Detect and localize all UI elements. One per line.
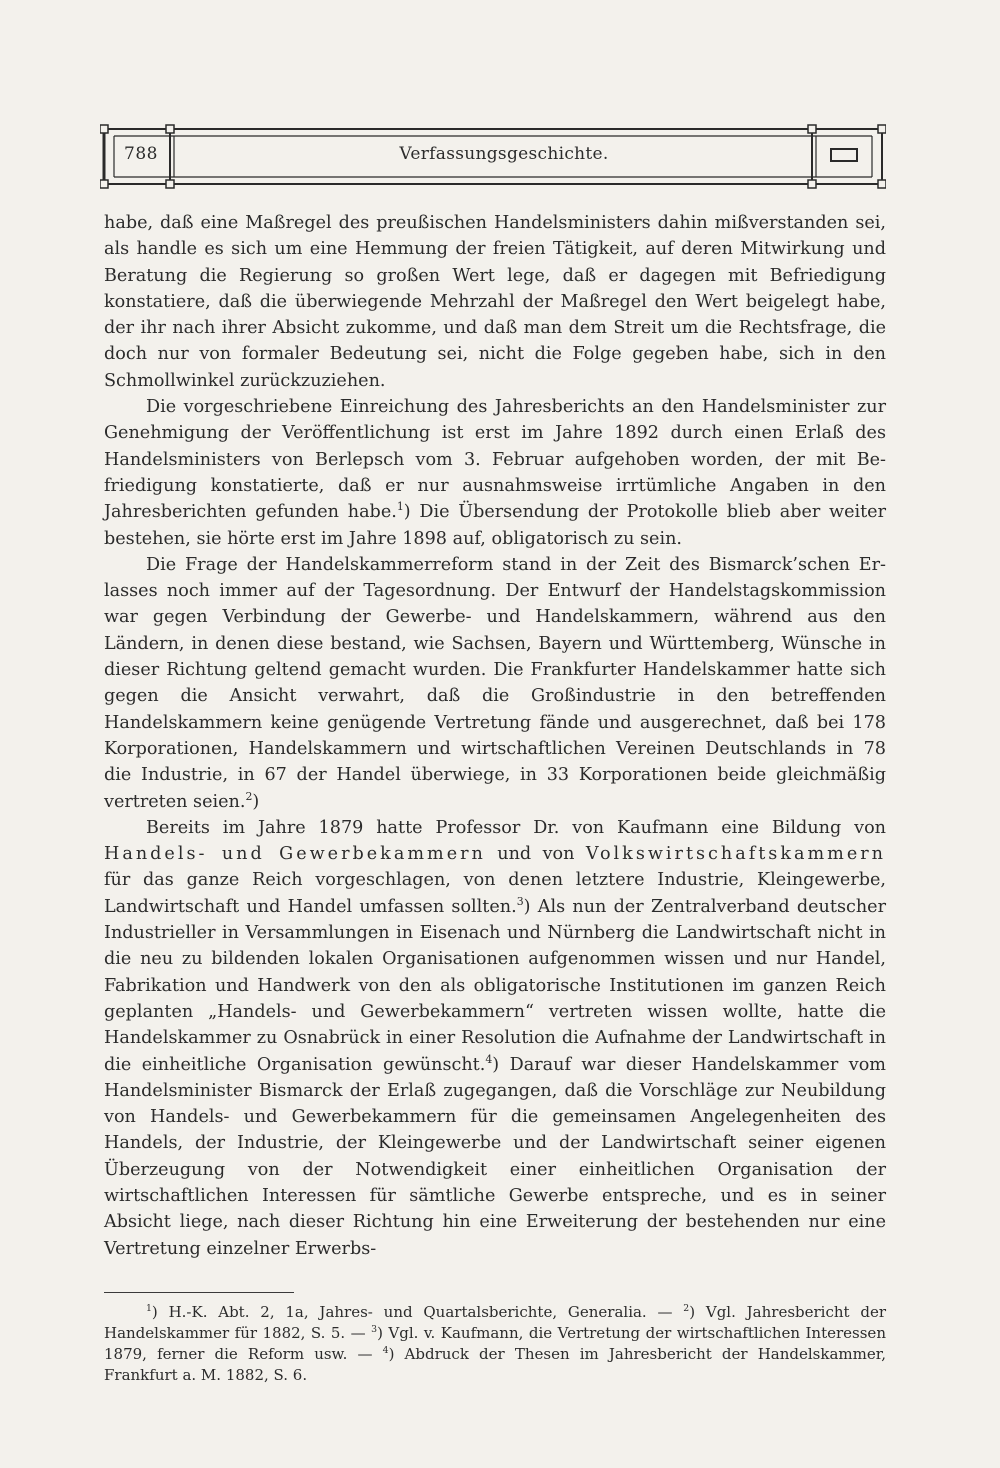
spaced-term-handels-gewerbekammern: Handels- und Gewerbekammern bbox=[104, 844, 486, 865]
paragraph-4-text-b: und von bbox=[497, 844, 575, 865]
footnote-1: ) H.-K. Abt. 2, 1a, Jahres- und Quartalsberichte, Generalia. — bbox=[151, 1303, 684, 1321]
footnote-divider bbox=[104, 1292, 294, 1293]
footnote-3: ) Vgl. v. Kaufmann, die Vertretung der wirtschaftlichen Interessen 1879, ferner die Reform usw. — bbox=[104, 1324, 886, 1363]
page-number: 788 bbox=[124, 144, 158, 164]
paragraph-3 bbox=[104, 552, 886, 815]
paragraph-2-text-b: ) Die Übersendung der Protokolle blieb aber weiter bestehen, sie hörte erst im Jahre 1898 auf, obligatorisch zu sein. bbox=[104, 502, 886, 549]
running-title: Verfassungsgeschichte. bbox=[399, 144, 609, 164]
footnote-ref-3: 3 bbox=[516, 894, 524, 908]
paragraph-4-text-c: für das ganze Reich vorgeschlagen, von denen letztere Industrie, Kleingewerbe, Landwirtschaft und Handel umfassen sollten. bbox=[104, 870, 886, 917]
footnote-4: ) Abdruck der Thesen im Jahresbericht der Handelskammer, Frankfurt a. M. 1882, S. 6. bbox=[104, 1345, 887, 1384]
footnote-ref-4: 4 bbox=[485, 1052, 493, 1066]
footnote-marker-1: 1 bbox=[146, 1303, 152, 1314]
page-header bbox=[100, 124, 886, 190]
footnote-block bbox=[104, 1302, 886, 1386]
paragraph-4-text-e: ) Darauf war dieser Handelskammer vom Handelsminister Bismarck der Erlaß zugegangen, daß die Vorschläge zur Neubildung von Handels- und Gewerbekammern für die gemeinsamen Angelegenheiten des Handels, der Industrie, der Kleingewerbe und der Landwirtschaft seiner eigenen Überzeugung von der Notwendigkeit einer einheitlichen Organisation der wirtschaftlichen Interessen für sämtliche Gewerbe entspreche, und es in seiner Absicht liege, nach dieser Richtung hin eine Erweiterung der bestehenden nur eine Vertretung einzelner Erwerbs- bbox=[104, 1054, 886, 1259]
footnote-ref-2: 2 bbox=[245, 789, 253, 803]
paragraph-1 bbox=[104, 210, 886, 394]
footnote-ref-1: 1 bbox=[396, 500, 404, 514]
paragraph-3-text-a: Die Frage der Handelskammerreform stand in der Zeit des Bismarck’schen Erlasses noch immer auf der Tagesordnung. Der Entwurf der Handelstagskommission war gegen Verbindung der Gewerbe- und Handelskammern, während aus den Ländern, in denen diese bestand, wie Sachsen, Bayern und Württemberg, Wünsche in dieser Richtung geltend gemacht wurden. Die Frankfurter Handelskammer hatte sich gegen die Ansicht verwahrt, daß die Großindustrie in den betreffenden Handelskammern keine genügende Vertretung fände und ausgerechnet, daß bei 178 Korporationen, Handelskammern und wirtschaftlichen Vereinen Deutschlands in 78 die Industrie, in 67 der Handel überwiege, in 33 Korporationen beide gleichmäßig vertreten seien. bbox=[104, 554, 886, 812]
paragraph-4 bbox=[104, 815, 886, 1262]
footnote-marker-2: 2 bbox=[683, 1303, 690, 1314]
paragraph-2 bbox=[104, 394, 886, 552]
spaced-term-volkswirtschaftskammern: Volkswirtschaftskammern bbox=[585, 844, 887, 865]
footnote-marker-3: 3 bbox=[371, 1324, 378, 1335]
paragraph-3-text-b: ) bbox=[252, 791, 260, 812]
footnotes bbox=[104, 1302, 886, 1386]
paragraph-4-text-a: Bereits im Jahre 1879 hatte Professor Dr. von Kaufmann eine Bildung von bbox=[146, 817, 886, 838]
paragraph-4-text-d: ) Als nun der Zentralverband deutscher Industrieller in Versammlungen in Eisenach und Nürnberg die Landwirtschaft nicht in die neu zu bildenden lokalen Organisationen aufgenommen wissen und nur Handel, Fabrikation und Handwerk von den als obligatorische Institutionen im ganzen Reich geplanten „Handels- und Gewerbekammern“ vertreten wissen wollte, hatte die Handelskammer zu Osnabrück in einer Resolution die Aufnahme der Landwirtschaft in die einheitliche Organisation gewünscht. bbox=[104, 896, 886, 1075]
footnote-2: ) Vgl. Jahresbericht der Handelskammer für 1882, S. 5. — bbox=[104, 1303, 886, 1342]
paragraph-1-text: habe, daß eine Maßregel des preußischen Handelsministers dahin mißverstanden sei, als handle es sich um eine Hemmung der freien Tätigkeit, auf deren Mitwirkung und Beratung die Regierung so großen Wert lege, daß er dagegen mit Befriedigung konstatiere, daß die überwiegende Mehrzahl der Maßregel den Wert beigelegt habe, der ihr nach ihrer Absicht zukomme, und daß man dem Streit um die Rechtsfrage, die doch nur von formaler Bedeutung sei, nicht die Folge gegeben habe, sich in den Schmollwinkel zurückzuziehen. bbox=[104, 213, 886, 391]
footnote-marker-4: 4 bbox=[382, 1345, 389, 1356]
paragraph-2-text-a: Die vorgeschriebene Einreichung des Jahresberichts an den Handelsminister zur Genehmigung der Veröffentlichung ist erst im Jahre 1892 durch einen Erlaß des Handelsministers von Berlepsch vom 3. Februar aufgehoben worden, der mit Befriedigung konstatierte, daß er nur ausnahmsweise irrtümliche Angaben in den Jahresberichten gefunden habe. bbox=[104, 397, 886, 523]
body-text bbox=[104, 210, 886, 1262]
